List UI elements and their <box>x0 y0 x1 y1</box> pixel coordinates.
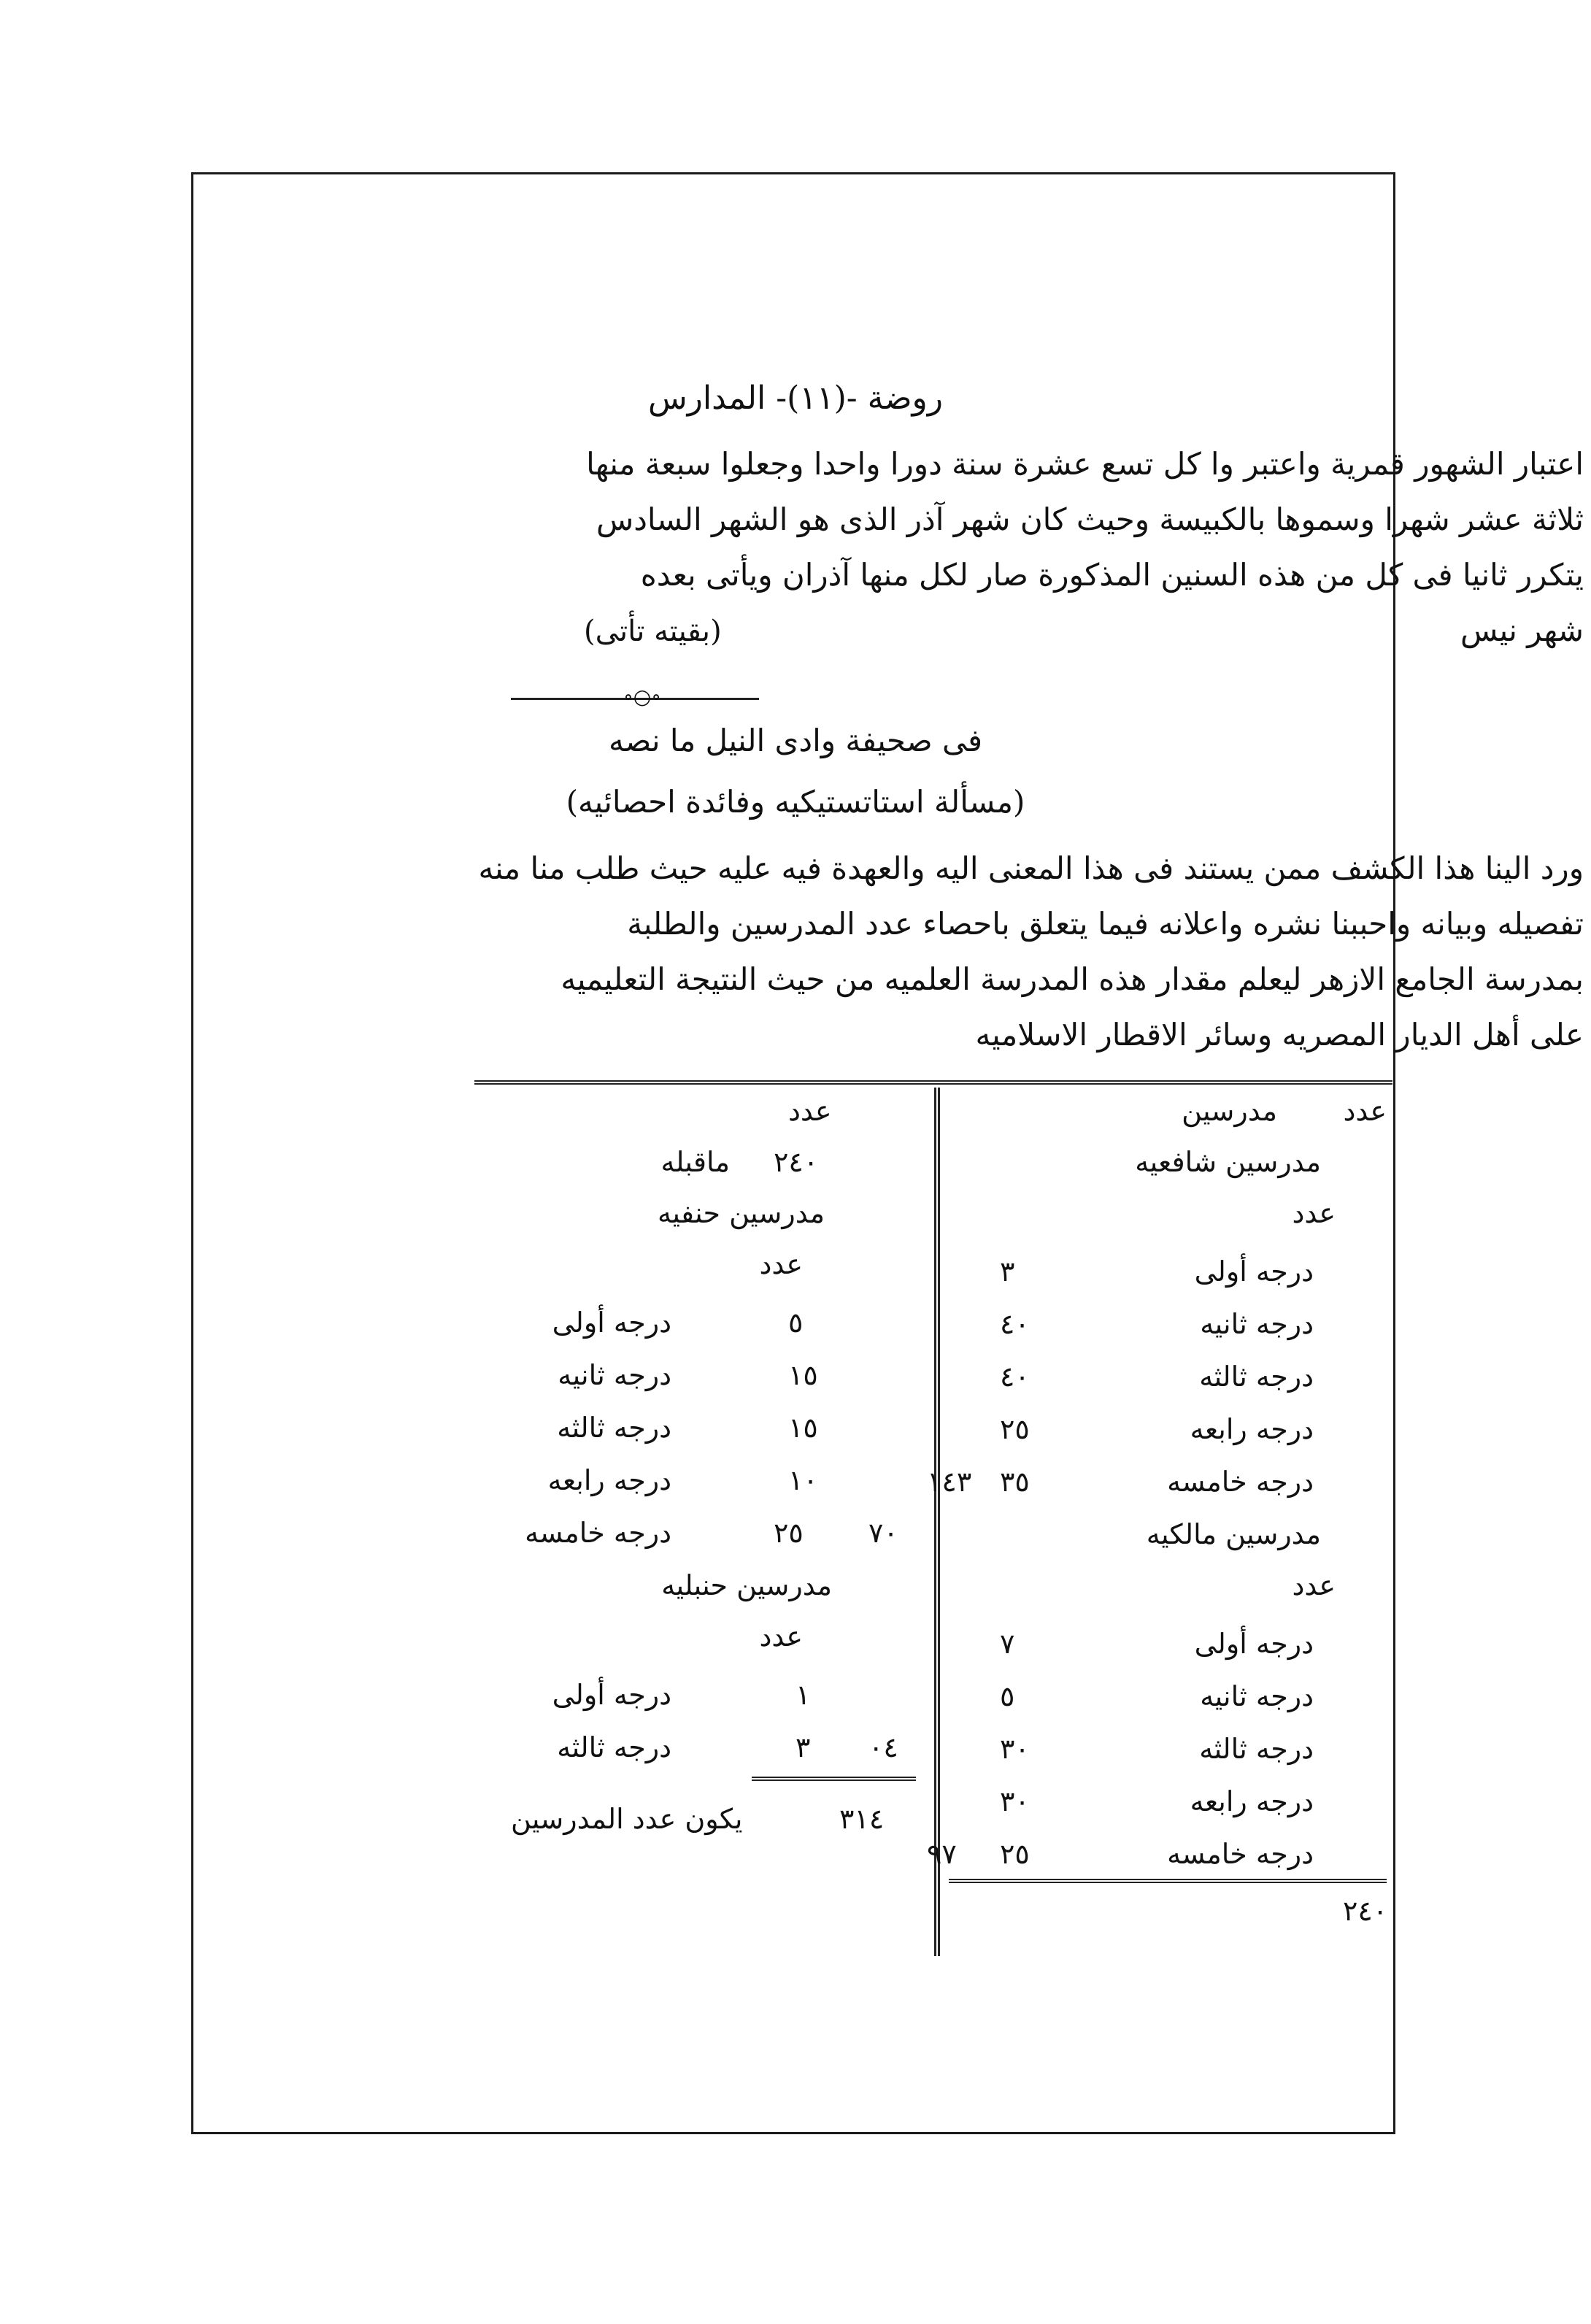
row-label: درجه أولى <box>552 1307 671 1339</box>
row-label: درجه رابعه <box>547 1464 671 1496</box>
row-count: ٤٠ <box>1000 1361 1030 1393</box>
carried-label: ماقبله <box>660 1146 730 1178</box>
row-count: ٣٠ <box>1000 1785 1030 1817</box>
row-label: درجه أولى <box>1194 1628 1314 1660</box>
row-label: درجه خامسه <box>1167 1838 1314 1870</box>
row-label: درجه ثالثه <box>1199 1733 1314 1765</box>
table-top-rule <box>474 1080 1392 1085</box>
row-count: ١٥ <box>788 1412 818 1444</box>
table-column-divider <box>934 1088 940 1956</box>
header-label: مدرسين <box>1182 1095 1277 1127</box>
group-sub: عدد <box>1292 1569 1336 1601</box>
ornament-icon: ∘○∘ <box>623 685 661 709</box>
row-count: ٥ <box>1000 1680 1015 1712</box>
row-count: ١ <box>796 1679 811 1711</box>
group-title: مدرسين شافعيه <box>1135 1146 1321 1178</box>
group-title: مدرسين مالكيه <box>1146 1518 1321 1550</box>
row-label: درجه ثانيه <box>1200 1308 1314 1340</box>
grand-total-count: ٣١٤ <box>839 1803 885 1835</box>
paragraph-1 <box>15 436 1584 658</box>
group-sub: عدد <box>1292 1197 1336 1229</box>
row-label: درجه أولى <box>1194 1255 1314 1288</box>
paragraph-2-line: بمدرسة الجامع الازهر ليعلم مقدار هذه المدرسة العلميه من حيث النتيجة التعليميه <box>560 961 1584 997</box>
row-label: درجه ثانيه <box>1200 1680 1314 1712</box>
right-column <box>927 1095 1387 1971</box>
header-count: عدد <box>788 1095 832 1127</box>
left-column-total-rule <box>752 1777 916 1781</box>
row-label: درجه أولى <box>552 1679 671 1711</box>
row-label: درجه خامسه <box>525 1517 671 1549</box>
group-total: ٩٧ <box>927 1838 957 1870</box>
row-count: ٣ <box>796 1731 811 1763</box>
row-label: درجه ثالثه <box>1199 1361 1314 1393</box>
row-count: ١٠ <box>788 1464 818 1496</box>
header-count: عدد <box>1343 1095 1387 1127</box>
row-count: ٤٠ <box>1000 1308 1030 1340</box>
section-subtitle: (مسألة استاتستيكيه وفائدة احصائيه) <box>566 784 1025 820</box>
row-label: درجه ثالثه <box>557 1731 671 1763</box>
group-title: مدرسين حنفيه <box>658 1197 825 1229</box>
row-label: درجه ثالثه <box>557 1412 671 1444</box>
left-column <box>482 1095 920 1971</box>
paragraph-1-line: ثلاثة عشر شهرا وسموها بالكبيسة وحيث كان شهر آذر الذى هو الشهر السادس <box>596 501 1584 537</box>
group-sub: عدد <box>759 1248 803 1280</box>
row-label: درجه ثانيه <box>558 1359 671 1391</box>
paragraph-1-line: يتكرر ثانيا فى كل من هذه السنين المذكورة صار لكل منها آذران ويأتى بعده <box>640 557 1584 593</box>
row-count: ١٥ <box>788 1359 818 1391</box>
group-total: ٧٠ <box>868 1517 898 1549</box>
paragraph-2-line: ورد الينا هذا الكشف ممن يستند فى هذا المعنى اليه والعهدة فيه عليه حيث طلب منا منه <box>478 850 1584 886</box>
row-count: ٢٥ <box>774 1517 804 1549</box>
row-count: ٣٠ <box>1000 1733 1030 1765</box>
grand-total-label: يكون عدد المدرسين <box>511 1803 743 1835</box>
row-count: ٢٥ <box>1000 1413 1030 1445</box>
group-title: مدرسين حنبليه <box>661 1569 832 1601</box>
row-label: درجه خامسه <box>1167 1466 1314 1498</box>
row-label: درجه رابعه <box>1190 1413 1314 1445</box>
section-title: فى صحيفة وادى النيل ما نصه <box>608 723 983 758</box>
row-count: ٢٥ <box>1000 1838 1030 1870</box>
row-count: ٣٥ <box>1000 1466 1030 1498</box>
carried-count: ٢٤٠ <box>774 1146 819 1178</box>
group-total: ٠٤ <box>868 1731 898 1763</box>
group-sub: عدد <box>759 1620 803 1652</box>
paragraph-1-line: اعتبار الشهور قمرية واعتبر وا كل تسع عشرة سنة دورا واحدا وجعلوا سبعة منها <box>586 446 1584 482</box>
row-count: ٣ <box>1000 1255 1015 1288</box>
page-header: روضة -(١١)- المدارس <box>647 380 944 417</box>
right-column-total-rule <box>949 1879 1387 1883</box>
row-label: درجه رابعه <box>1190 1785 1314 1817</box>
continued-note: (بقيته تأتى) <box>584 615 722 648</box>
paragraph-2-line: على أهل الديار المصريه وسائر الاقطار الاسلاميه <box>975 1017 1584 1053</box>
paragraph-2-line: تفصيله وبيانه واحببنا نشره واعلانه فيما يتعلق باحصاء عدد المدرسين والطلبة <box>627 906 1584 942</box>
paragraph-2 <box>15 841 1584 1063</box>
paragraph-1-line: شهر نيس <box>1460 612 1584 648</box>
group-total: ١٤٣ <box>927 1466 972 1498</box>
row-count: ٥ <box>788 1307 804 1339</box>
row-count: ٧ <box>1000 1628 1015 1660</box>
column-total: ٢٤٠ <box>1343 1895 1388 1927</box>
